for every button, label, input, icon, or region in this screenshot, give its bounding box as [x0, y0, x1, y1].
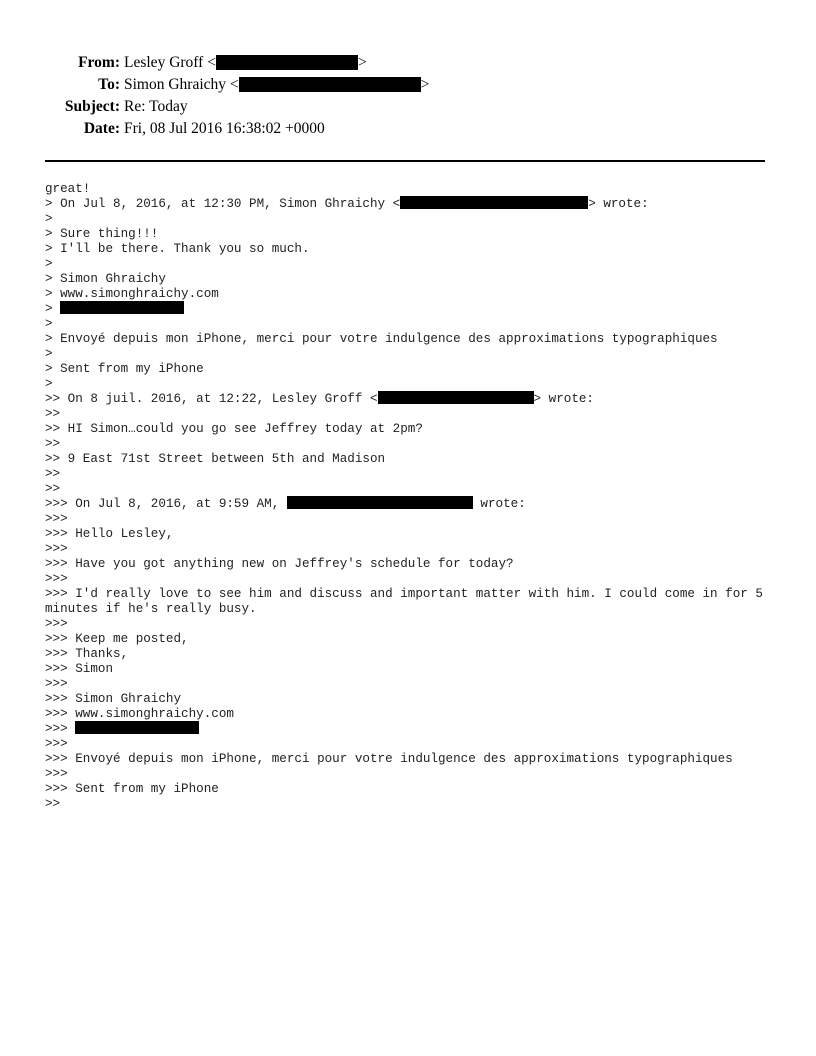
body-line: >>>	[45, 677, 68, 691]
body-line: >>>	[45, 542, 68, 556]
quote-text: wrote:	[472, 497, 526, 511]
date-value: Fri, 08 Jul 2016 16:38:02 +0000	[124, 120, 325, 137]
redaction-block	[287, 496, 473, 509]
to-name: Simon Ghraichy <	[124, 76, 239, 93]
redaction-block	[75, 721, 199, 734]
body-line: >	[45, 257, 53, 271]
to-label: To:	[98, 76, 120, 93]
body-line: > Simon Ghraichy	[45, 272, 166, 286]
quote-text: >> On 8 juil. 2016, at 12:22, Lesley Groff <	[45, 392, 378, 406]
body-line: great!	[45, 182, 91, 196]
header-divider	[45, 160, 765, 162]
body-line: > Sure thing!!!	[45, 227, 159, 241]
body-line: >>> Have you got anything new on Jeffrey's schedule for today?	[45, 557, 514, 571]
body-line: >>> Keep me posted,	[45, 632, 189, 646]
redaction-block	[400, 196, 588, 209]
body-line: >>> Thanks,	[45, 647, 129, 661]
redaction-block	[216, 55, 358, 70]
redaction-block	[378, 391, 534, 404]
subject-label: Subject:	[64, 98, 120, 115]
quote-text: > wrote:	[588, 197, 649, 211]
body-line: >>	[45, 482, 61, 496]
body-line: >	[45, 347, 53, 361]
body-line	[45, 197, 785, 212]
body-line: >>> I'd really love to see him and discuss and important matter with him. I could come in for 5 minutes if he's really busy.	[45, 587, 771, 616]
body-line	[45, 497, 785, 512]
body-line: > Envoyé depuis mon iPhone, merci pour votre indulgence des approximations typographiques	[45, 332, 718, 346]
from-value	[124, 52, 367, 74]
from-name: Lesley Groff <	[124, 54, 216, 71]
body-line: >>>	[45, 512, 68, 526]
body-line: >>> Envoyé depuis mon iPhone, merci pour votre indulgence des approximations typographiques	[45, 752, 733, 766]
quote-text: > wrote:	[533, 392, 594, 406]
body-line: >> HI Simon…could you go see Jeffrey today at 2pm?	[45, 422, 423, 436]
redaction-block	[60, 301, 184, 314]
body-line: >>>	[45, 737, 68, 751]
body-line	[45, 392, 785, 407]
body-line: >>> www.simonghraichy.com	[45, 707, 234, 721]
redaction-block	[239, 77, 421, 92]
body-line: >>>	[45, 617, 68, 631]
body-line: >	[45, 212, 53, 226]
body-line: > Sent from my iPhone	[45, 362, 204, 376]
body-line: >>	[45, 797, 61, 811]
quote-text: > On Jul 8, 2016, at 12:30 PM, Simon Ghraichy <	[45, 197, 401, 211]
to-value	[124, 74, 429, 96]
from-label: From:	[78, 54, 120, 71]
body-line: >>	[45, 467, 61, 481]
body-line: >> 9 East 71st Street between 5th and Madison	[45, 452, 386, 466]
body-line: >>> Hello Lesley,	[45, 527, 174, 541]
body-line: >	[45, 377, 53, 391]
to-close: >	[420, 76, 430, 93]
quote-text: >>> On Jul 8, 2016, at 9:59 AM,	[45, 497, 287, 511]
body-line: >>>	[45, 572, 68, 586]
body-line: >>> Simon	[45, 662, 114, 676]
body-line: >>> Simon Ghraichy	[45, 692, 182, 706]
date-label: Date:	[83, 120, 120, 137]
email-body	[45, 182, 785, 812]
body-line: >>> Sent from my iPhone	[45, 782, 219, 796]
body-line: >>	[45, 407, 61, 421]
quote-text: >	[45, 302, 61, 316]
body-line: >	[45, 317, 53, 331]
body-line: > www.simonghraichy.com	[45, 287, 219, 301]
body-line: >>>	[45, 767, 68, 781]
body-line	[45, 722, 785, 737]
body-line: > I'll be there. Thank you so much.	[45, 242, 310, 256]
subject-value: Re: Today	[124, 98, 188, 115]
quote-text: >>>	[45, 722, 76, 736]
body-line	[45, 302, 785, 317]
body-line: >>	[45, 437, 61, 451]
from-close: >	[357, 54, 367, 71]
